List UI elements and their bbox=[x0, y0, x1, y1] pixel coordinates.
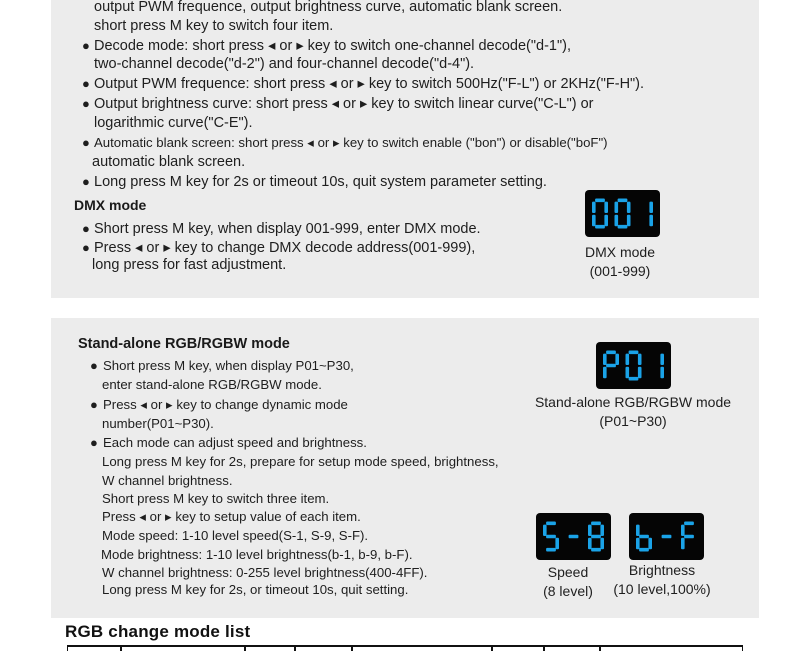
lcd-segment bbox=[638, 354, 642, 365]
lcd-segment bbox=[615, 202, 619, 213]
lcd-segment bbox=[543, 525, 547, 536]
brightness-level-caption: (10 level,100%) bbox=[613, 581, 711, 597]
lcd-segment bbox=[604, 202, 608, 213]
lcd-digit bbox=[603, 351, 619, 379]
text-line: Press ◂ or ▸ key to change dynamic mode bbox=[103, 397, 348, 412]
text-line: long press for fast adjustment. bbox=[92, 257, 287, 273]
lcd-segment bbox=[615, 215, 619, 226]
lcd-segment bbox=[546, 548, 556, 552]
dmx-caption: DMX mode bbox=[584, 244, 656, 260]
lcd-segment bbox=[592, 215, 596, 226]
lcd-segment bbox=[639, 535, 649, 539]
lcd-digit bbox=[626, 351, 642, 381]
text-line: W channel brightness. bbox=[102, 473, 233, 488]
text-line: Mode brightness: 1-10 level brightness(b-1, b-9, b-F). bbox=[101, 547, 413, 562]
lcd-segment bbox=[546, 535, 556, 539]
text-line: short press M key to switch four item. bbox=[94, 18, 334, 34]
lcd-segment bbox=[603, 354, 607, 365]
text-line: Long press M key for 2s, or timeout 10s, quit setting. bbox=[102, 582, 409, 597]
lcd-segment bbox=[648, 538, 652, 549]
lcd-digit bbox=[636, 525, 652, 552]
lcd-digit bbox=[588, 522, 604, 552]
bullet-icon: ● bbox=[82, 174, 90, 189]
lcd-segment bbox=[684, 535, 694, 539]
lcd-segment bbox=[660, 354, 664, 365]
lcd-segment bbox=[627, 215, 631, 226]
lcd-segment bbox=[606, 351, 616, 355]
dmx-display bbox=[585, 190, 660, 237]
mode-caption: Stand-alone RGB/RGBW mode bbox=[534, 394, 732, 410]
bullet-icon: ● bbox=[82, 38, 90, 53]
section-title: RGB change mode list bbox=[65, 622, 251, 641]
table-column-divider bbox=[599, 647, 601, 651]
lcd-segment bbox=[681, 538, 685, 549]
text-line: automatic blank screen. bbox=[92, 154, 246, 170]
lcd-segment bbox=[591, 548, 601, 552]
text-line: number(P01~P30). bbox=[102, 416, 214, 431]
lcd-segment bbox=[638, 367, 642, 378]
dmx-range-caption: (001-999) bbox=[589, 263, 651, 279]
lcd-digit bbox=[615, 199, 631, 229]
text-line: enter stand-alone RGB/RGBW mode. bbox=[102, 377, 322, 392]
lcd-segment bbox=[604, 215, 608, 226]
stand-alone-heading: Stand-alone RGB/RGBW mode bbox=[78, 336, 290, 352]
text-line: Short press M key, when display P01~P30, bbox=[103, 358, 354, 373]
lcd-segment bbox=[684, 522, 694, 526]
lcd-segment bbox=[546, 522, 556, 526]
stand-alone-mode-panel bbox=[51, 318, 759, 618]
lcd-digit bbox=[681, 522, 694, 550]
lcd-digits bbox=[629, 513, 704, 560]
lcd-segment bbox=[555, 538, 559, 549]
text-line: Output PWM frequence: short press ◂ or ▸ key to switch 500Hz("F-L") or 2KHz("F-H"). bbox=[94, 76, 645, 92]
lcd-segment bbox=[636, 525, 640, 536]
lcd-segment bbox=[595, 199, 605, 203]
bullet-icon: ● bbox=[82, 240, 90, 255]
table-column-divider bbox=[543, 647, 545, 651]
lcd-segment bbox=[629, 351, 639, 355]
system-parameter-panel bbox=[51, 0, 759, 298]
lcd-segment bbox=[595, 225, 605, 229]
speed-level-caption: (8 level) bbox=[543, 583, 593, 599]
lcd-segment bbox=[606, 364, 616, 368]
lcd-digits bbox=[596, 342, 671, 389]
lcd-segment bbox=[618, 225, 628, 229]
mode-list-table bbox=[67, 645, 743, 651]
lcd-digit bbox=[662, 535, 672, 539]
lcd-digit bbox=[592, 199, 608, 229]
lcd-segment bbox=[588, 525, 592, 536]
lcd-digit bbox=[569, 535, 579, 539]
mode-range-caption: (P01~P30) bbox=[599, 413, 667, 429]
bullet-icon: ● bbox=[90, 397, 98, 412]
lcd-digit bbox=[543, 522, 559, 552]
lcd-segment bbox=[592, 202, 596, 213]
lcd-segment bbox=[626, 354, 630, 365]
text-line: Press ◂ or ▸ key to change DMX decode address(001-999), bbox=[94, 240, 476, 256]
lcd-digits bbox=[585, 190, 660, 237]
dmx-mode-heading: DMX mode bbox=[74, 197, 147, 213]
table-column-divider bbox=[294, 647, 296, 651]
lcd-segment bbox=[681, 525, 685, 536]
bullet-icon: ● bbox=[82, 135, 90, 150]
text-line: Long press M key for 2s or timeout 10s, quit system parameter setting. bbox=[94, 174, 547, 190]
text-line: two-channel decode("d-2") and four-channel decode("d-4"). bbox=[94, 56, 475, 72]
text-line: Mode speed: 1-10 level speed(S-1, S-9, S-F). bbox=[102, 528, 369, 543]
bullet-icon: ● bbox=[90, 358, 98, 373]
lcd-segment bbox=[615, 354, 619, 365]
text-line: Decode mode: short press ◂ or ▸ key to switch one-channel decode("d-1"), bbox=[94, 38, 571, 54]
text-line: Each mode can adjust speed and brightness. bbox=[103, 435, 367, 450]
text-line: logarithmic curve("C-E"). bbox=[94, 115, 253, 131]
brightness-caption: Brightness bbox=[628, 562, 696, 578]
bullet-icon: ● bbox=[82, 221, 90, 236]
lcd-segment bbox=[662, 535, 672, 539]
lcd-segment bbox=[618, 199, 628, 203]
lcd-segment bbox=[600, 525, 604, 536]
speed-caption: Speed bbox=[547, 564, 589, 580]
lcd-digit bbox=[649, 202, 653, 227]
lcd-segment bbox=[569, 535, 579, 539]
text-line: Automatic blank screen: short press ◂ or ▸ key to switch enable ("bon") or disable("boF") bbox=[94, 135, 608, 150]
bullet-icon: ● bbox=[82, 76, 90, 91]
table-column-divider bbox=[244, 647, 246, 651]
lcd-segment bbox=[626, 367, 630, 378]
text-line: Short press M key to switch three item. bbox=[102, 491, 330, 506]
lcd-segment bbox=[588, 538, 592, 549]
lcd-segment bbox=[649, 202, 653, 213]
lcd-digit bbox=[660, 354, 664, 379]
table-column-divider bbox=[491, 647, 493, 651]
lcd-segment bbox=[660, 367, 664, 378]
text-line: Output brightness curve: short press ◂ or ▸ key to switch linear curve("C-L") or bbox=[94, 96, 594, 112]
table-column-divider bbox=[120, 647, 122, 651]
lcd-segment bbox=[649, 215, 653, 226]
brightness-display bbox=[629, 513, 704, 560]
lcd-segment bbox=[603, 367, 607, 378]
text-line: Long press M key for 2s, prepare for setup mode speed, brightness, bbox=[102, 454, 499, 469]
text-line: Press ◂ or ▸ key to setup value of each item. bbox=[102, 509, 361, 524]
bullet-icon: ● bbox=[90, 435, 98, 450]
lcd-segment bbox=[629, 377, 639, 381]
lcd-segment bbox=[591, 535, 601, 539]
bullet-icon: ● bbox=[82, 96, 90, 111]
speed-display bbox=[536, 513, 611, 560]
mode-display bbox=[596, 342, 671, 389]
text-line: Short press M key, when display 001-999, enter DMX mode. bbox=[94, 221, 481, 237]
lcd-segment bbox=[591, 522, 601, 526]
table-column-divider bbox=[351, 647, 353, 651]
lcd-segment bbox=[636, 538, 640, 549]
lcd-segment bbox=[639, 548, 649, 552]
text-line: output PWM frequence, output brightness curve, automatic blank screen. bbox=[94, 0, 563, 15]
lcd-digits bbox=[536, 513, 611, 560]
lcd-segment bbox=[627, 202, 631, 213]
text-line: W channel brightness: 0-255 level brightness(400-4FF). bbox=[102, 565, 428, 580]
lcd-segment bbox=[600, 538, 604, 549]
